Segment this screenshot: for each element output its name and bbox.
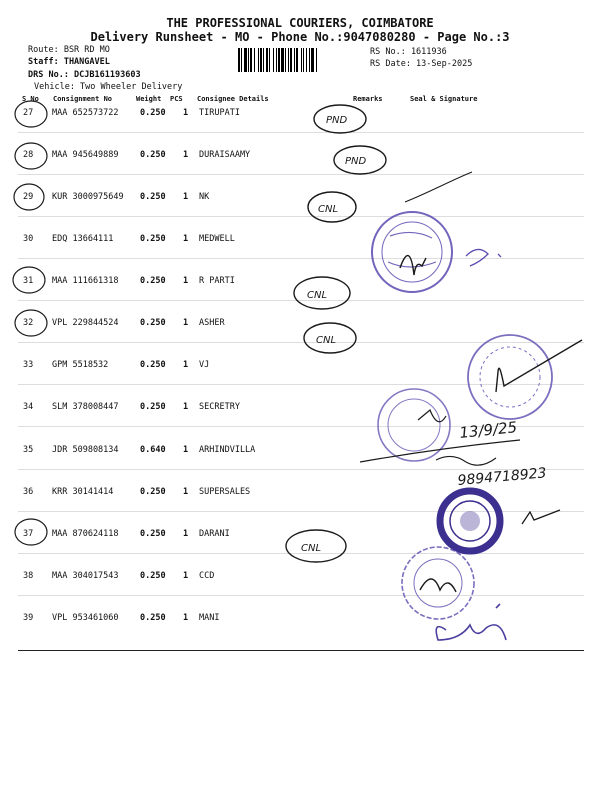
row-divider (18, 511, 584, 512)
row-consignment: EDQ 13664111 (52, 234, 114, 244)
row-weight: 0.250 (140, 192, 166, 202)
row-sno: 34 (23, 402, 34, 412)
row-consignee: NK (199, 192, 210, 202)
handwritten-date: 13/9/25 (458, 418, 518, 442)
row-weight: 0.250 (140, 318, 166, 328)
company-stamp (402, 547, 474, 619)
row-pcs: 1 (183, 234, 189, 244)
col-sno: S No (22, 95, 39, 103)
row-consignee: ARHINDVILLA (199, 445, 256, 455)
signature-stroke (420, 579, 456, 592)
row-pcs: 1 (183, 318, 189, 328)
row-pcs: 1 (183, 529, 189, 539)
row-consignment: SLM 378008447 (52, 402, 119, 412)
remark-oval (294, 277, 350, 309)
row-consignee: ASHER (199, 318, 225, 328)
remark-cnl: CNL (307, 290, 328, 301)
row-pcs: 1 (183, 150, 189, 160)
row-sno: 33 (23, 360, 34, 370)
company-stamp (372, 212, 452, 292)
row-consignment: GPM 5518532 (52, 360, 109, 370)
row-weight: 0.250 (140, 487, 166, 497)
row-consignee: CCD (199, 571, 215, 581)
row-sno: 29 (23, 192, 34, 202)
staff-label: Staff: THANGAVEL (28, 57, 110, 67)
row-pcs: 1 (183, 192, 189, 202)
row-weight: 0.250 (140, 402, 166, 412)
row-pcs: 1 (183, 487, 189, 497)
row-consignment: JDR 509808134 (52, 445, 119, 455)
row-divider (18, 300, 584, 301)
row-consignee: R PARTI (199, 276, 235, 286)
row-sno: 37 (23, 529, 34, 539)
remark-oval (286, 530, 346, 562)
table-end-rule (18, 650, 584, 651)
remark-oval (314, 105, 366, 133)
row-sno: 32 (23, 318, 34, 328)
remark-pnd: PND (326, 115, 348, 126)
remark-oval (308, 192, 356, 222)
row-pcs: 1 (183, 360, 189, 370)
row-consignee: MEDWELL (199, 234, 235, 244)
row-consignment: MAA 870624118 (52, 529, 119, 539)
row-pcs: 1 (183, 402, 189, 412)
signature-stroke (405, 172, 472, 202)
signature-stroke (436, 456, 496, 465)
row-weight: 0.250 (140, 276, 166, 286)
row-pcs: 1 (183, 571, 189, 581)
row-consignment: MAA 945649889 (52, 150, 119, 160)
remark-oval (304, 323, 356, 353)
row-consignment: MAA 652573722 (52, 108, 119, 118)
row-weight: 0.250 (140, 108, 166, 118)
remark-pnd: PND (345, 156, 367, 167)
row-weight: 0.250 (140, 613, 166, 623)
row-consignment: VPL 953461060 (52, 613, 119, 623)
remark-cnl: CNL (301, 543, 322, 554)
remark-cnl: CNL (318, 204, 339, 215)
row-weight: 0.250 (140, 571, 166, 581)
signature-stroke (360, 410, 520, 462)
row-consignment: KUR 3000975649 (52, 192, 124, 202)
row-sno: 38 (23, 571, 34, 581)
row-sno: 27 (23, 108, 34, 118)
remark-cnl: CNL (316, 335, 337, 346)
company-stamp (378, 389, 450, 461)
row-divider (18, 553, 584, 554)
page-title: THE PROFESSIONAL COURIERS, COIMBATORE (166, 16, 434, 30)
row-pcs: 1 (183, 445, 189, 455)
row-consignee: SECRETRY (199, 402, 240, 412)
drs-number: DRS No.: DCJB161193603 (28, 70, 141, 80)
signature-stroke (436, 604, 506, 640)
barcode (238, 48, 364, 72)
col-pcs: PCS (170, 95, 183, 103)
row-divider (18, 595, 584, 596)
row-weight: 0.250 (140, 234, 166, 244)
row-weight: 0.250 (140, 529, 166, 539)
col-consignee: Consignee Details (197, 95, 269, 103)
row-weight: 0.250 (140, 150, 166, 160)
row-divider (18, 258, 584, 259)
row-consignment: MAA 304017543 (52, 571, 119, 581)
row-consignee: MANI (199, 613, 220, 623)
row-consignee: DARANI (199, 529, 230, 539)
row-weight: 0.250 (140, 360, 166, 370)
row-divider (18, 469, 584, 470)
row-divider (18, 384, 584, 385)
row-divider (18, 132, 584, 133)
row-consignment: VPL 229844524 (52, 318, 119, 328)
signature-stroke (522, 510, 560, 524)
remark-oval (334, 146, 386, 174)
col-remarks: Remarks (353, 95, 383, 103)
row-sno: 36 (23, 487, 34, 497)
row-pcs: 1 (183, 276, 189, 286)
row-weight: 0.640 (140, 445, 166, 455)
row-sno: 35 (23, 445, 34, 455)
row-consignee: VJ (199, 360, 210, 370)
row-consignment: KRR 30141414 (52, 487, 114, 497)
company-stamp (468, 335, 552, 419)
page-subtitle: Delivery Runsheet - MO - Phone No.:9047080280 - Page No.:3 (90, 30, 510, 44)
row-divider (18, 216, 584, 217)
col-consignment: Consignment No (53, 95, 113, 103)
col-seal-signature: Seal & Signature (410, 95, 478, 103)
row-pcs: 1 (183, 613, 189, 623)
row-sno: 28 (23, 150, 34, 160)
row-divider (18, 174, 584, 175)
vehicle-label: Vehicle: Two Wheeler Delivery (34, 82, 183, 92)
row-consignment: MAA 111661318 (52, 276, 119, 286)
col-weight: Weight (136, 95, 162, 103)
rs-date: RS Date: 13-Sep-2025 (370, 59, 473, 69)
row-sno: 31 (23, 276, 34, 286)
row-consignee: TIRUPATI (199, 108, 240, 118)
row-divider (18, 342, 584, 343)
rs-number: RS No.: 1611936 (370, 47, 447, 57)
row-consignee: SUPERSALES (199, 487, 251, 497)
route-label: Route: BSR RD MO (28, 45, 110, 55)
row-consignee: DURAISAAMY (199, 150, 251, 160)
row-divider (18, 426, 584, 427)
row-pcs: 1 (183, 108, 189, 118)
handwritten-phone: 9894718923 (456, 465, 548, 489)
supersales-seal (440, 491, 500, 551)
row-sno: 30 (23, 234, 34, 244)
row-sno: 39 (23, 613, 34, 623)
